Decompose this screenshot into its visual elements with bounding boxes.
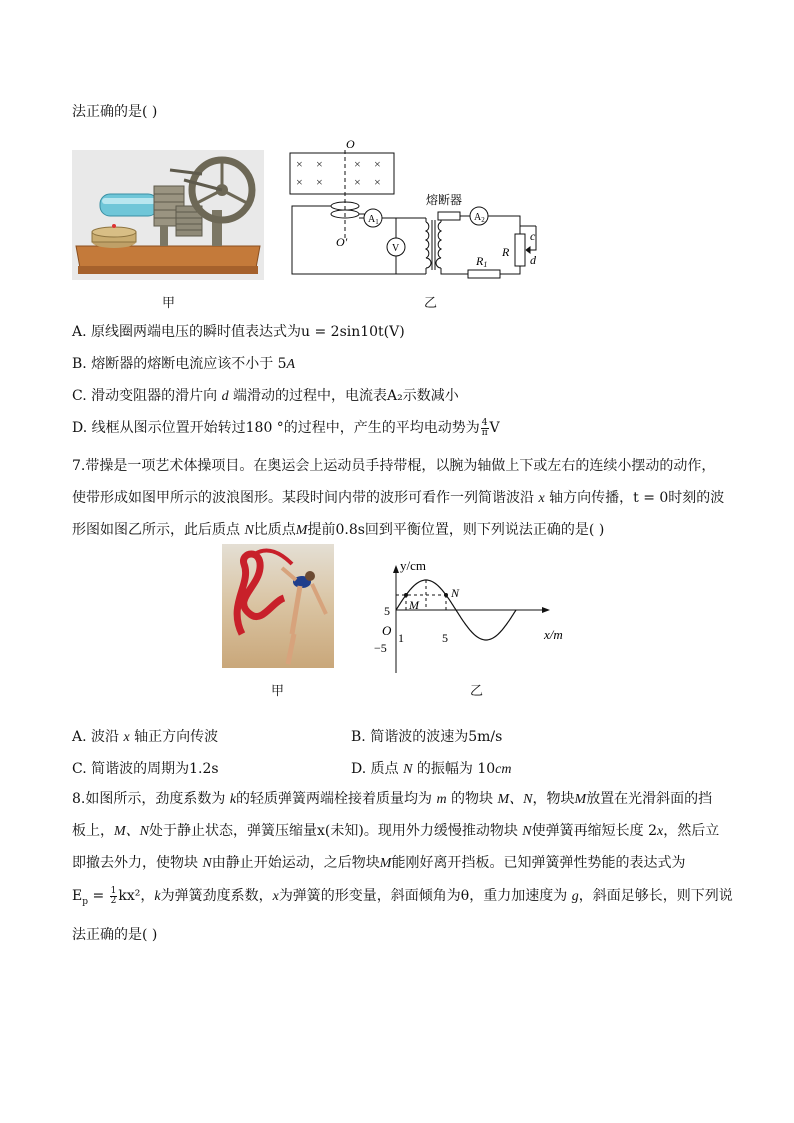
rheostat [515, 234, 525, 266]
x-tick-1: 1 [398, 631, 404, 645]
q7-option-a: A. 波沿 x 轴正方向传波 [72, 729, 219, 745]
y-axis-arrow [393, 565, 399, 573]
svg-text:×: × [296, 175, 303, 189]
q7-stem-line2: 使带形成如图甲所示的波浪图形。某段时间内带的波形可看作一列简谐波沿 x 轴方向传播，t = 0时刻的波 [72, 490, 725, 506]
q8-stem-line4: $E_p$ = $\frac{1}{2}$ kx²，k为弹簧劲度系数，x为弹簧的形变量，斜面倾角为θ，重力加速度为 g，斜面足够长，则下列说 [72, 885, 733, 907]
q6-caption-yi: 乙 [424, 296, 438, 311]
q7-stem-line3: 形图如图乙所示，此后质点 N比质点M提前0.8s回到平衡位置，则下列说法正确的是( ) [72, 522, 605, 538]
label-M: M [409, 598, 419, 612]
q8-stem-line5: 法正确的是( ) [72, 927, 158, 943]
svg-text:A1: $A_1$ [368, 214, 379, 226]
svg-text:R1: R1 [476, 254, 488, 269]
origin-label: O [382, 623, 392, 638]
fuse-label: 熔断器 [426, 193, 463, 207]
svg-text:×: × [374, 157, 381, 171]
svg-text:×: × [354, 157, 361, 171]
x-tick-5: 5 [442, 631, 448, 645]
svg-text:×: × [354, 175, 361, 189]
q8-stem-line1: 8.如图所示，劲度系数为 k的轻质弹簧两端栓接着质量均为 m 的物块 M、N，物块M放置在光滑斜面的挡 [72, 791, 713, 807]
q6-caption-jia: 甲 [162, 296, 176, 311]
svg-text:×: × [296, 157, 303, 171]
q6-option-c: C. 滑动变阻器的滑片向 d 端滑动的过程中，电流表A₂示数减小 [72, 388, 459, 404]
label-N: N [451, 586, 460, 600]
q8-stem-line3: 即撤去外力，使物块 N由静止开始运动，之后物块M能刚好离开挡板。已知弹簧弹性势能的表达式为 [72, 855, 686, 871]
q8-stem-line2: 板上，M、N处于静止状态，弹簧压缩量x(未知)。现用外力缓慢推动物块 N使弹簧再缩短长度 2x，然后立 [72, 823, 720, 839]
svg-text:c: c [530, 229, 536, 243]
svg-text:R: R [502, 245, 510, 259]
resistor-r1 [468, 270, 500, 278]
x-axis-label: x/m [544, 627, 563, 642]
y-tick-5: 5 [384, 604, 390, 618]
q6-option-b: B. 熔断器的熔断电流应该不小于 5A [72, 356, 296, 372]
q6-stem-tail: 法正确的是( ) [72, 104, 158, 120]
q7-stem-line1: 7.带操是一项艺术体操项目。在奥运会上运动员手持带棍，以腕为轴做上下或左右的连续小摆动的动作， [72, 458, 716, 474]
label-O: O [346, 138, 355, 151]
y-axis-label: y/cm [400, 558, 426, 573]
svg-text:A2: $A_2$ [474, 212, 485, 224]
q7-option-b: B. 简谐波的波速为5m/s [351, 729, 503, 745]
gymnast-ribbon-photo [222, 544, 334, 668]
point-M [404, 593, 408, 597]
q7-option-d: D. 质点 N 的振幅为 10cm [351, 761, 512, 777]
y-tick-neg5: −5 [374, 641, 387, 655]
svg-text:×: × [316, 157, 323, 171]
svg-text:×: × [316, 175, 323, 189]
x-axis-arrow [542, 607, 550, 613]
transformer-circuit-figure [288, 138, 558, 288]
q6-option-d: D. 线框从图示位置开始转过180 °的过程中，产生的平均电动势为 $\frac{4}{\pi}$ V [72, 417, 500, 438]
stirling-engine-figure [72, 150, 264, 280]
label-O-prime: O′ [336, 235, 348, 249]
svg-text:V: V [392, 243, 400, 254]
point-N [444, 593, 448, 597]
fuse [438, 212, 460, 220]
q7-option-c: C. 简谐波的周期为1.2s [72, 761, 219, 777]
q7-caption-jia: 甲 [271, 684, 285, 699]
q7-caption-yi: 乙 [470, 684, 484, 699]
wave-graph [360, 555, 580, 680]
svg-text:d: d [530, 253, 536, 267]
svg-text:×: × [374, 175, 381, 189]
q6-option-a: A. 原线圈两端电压的瞬时值表达式为u = 2sin10t(V) [72, 324, 405, 340]
